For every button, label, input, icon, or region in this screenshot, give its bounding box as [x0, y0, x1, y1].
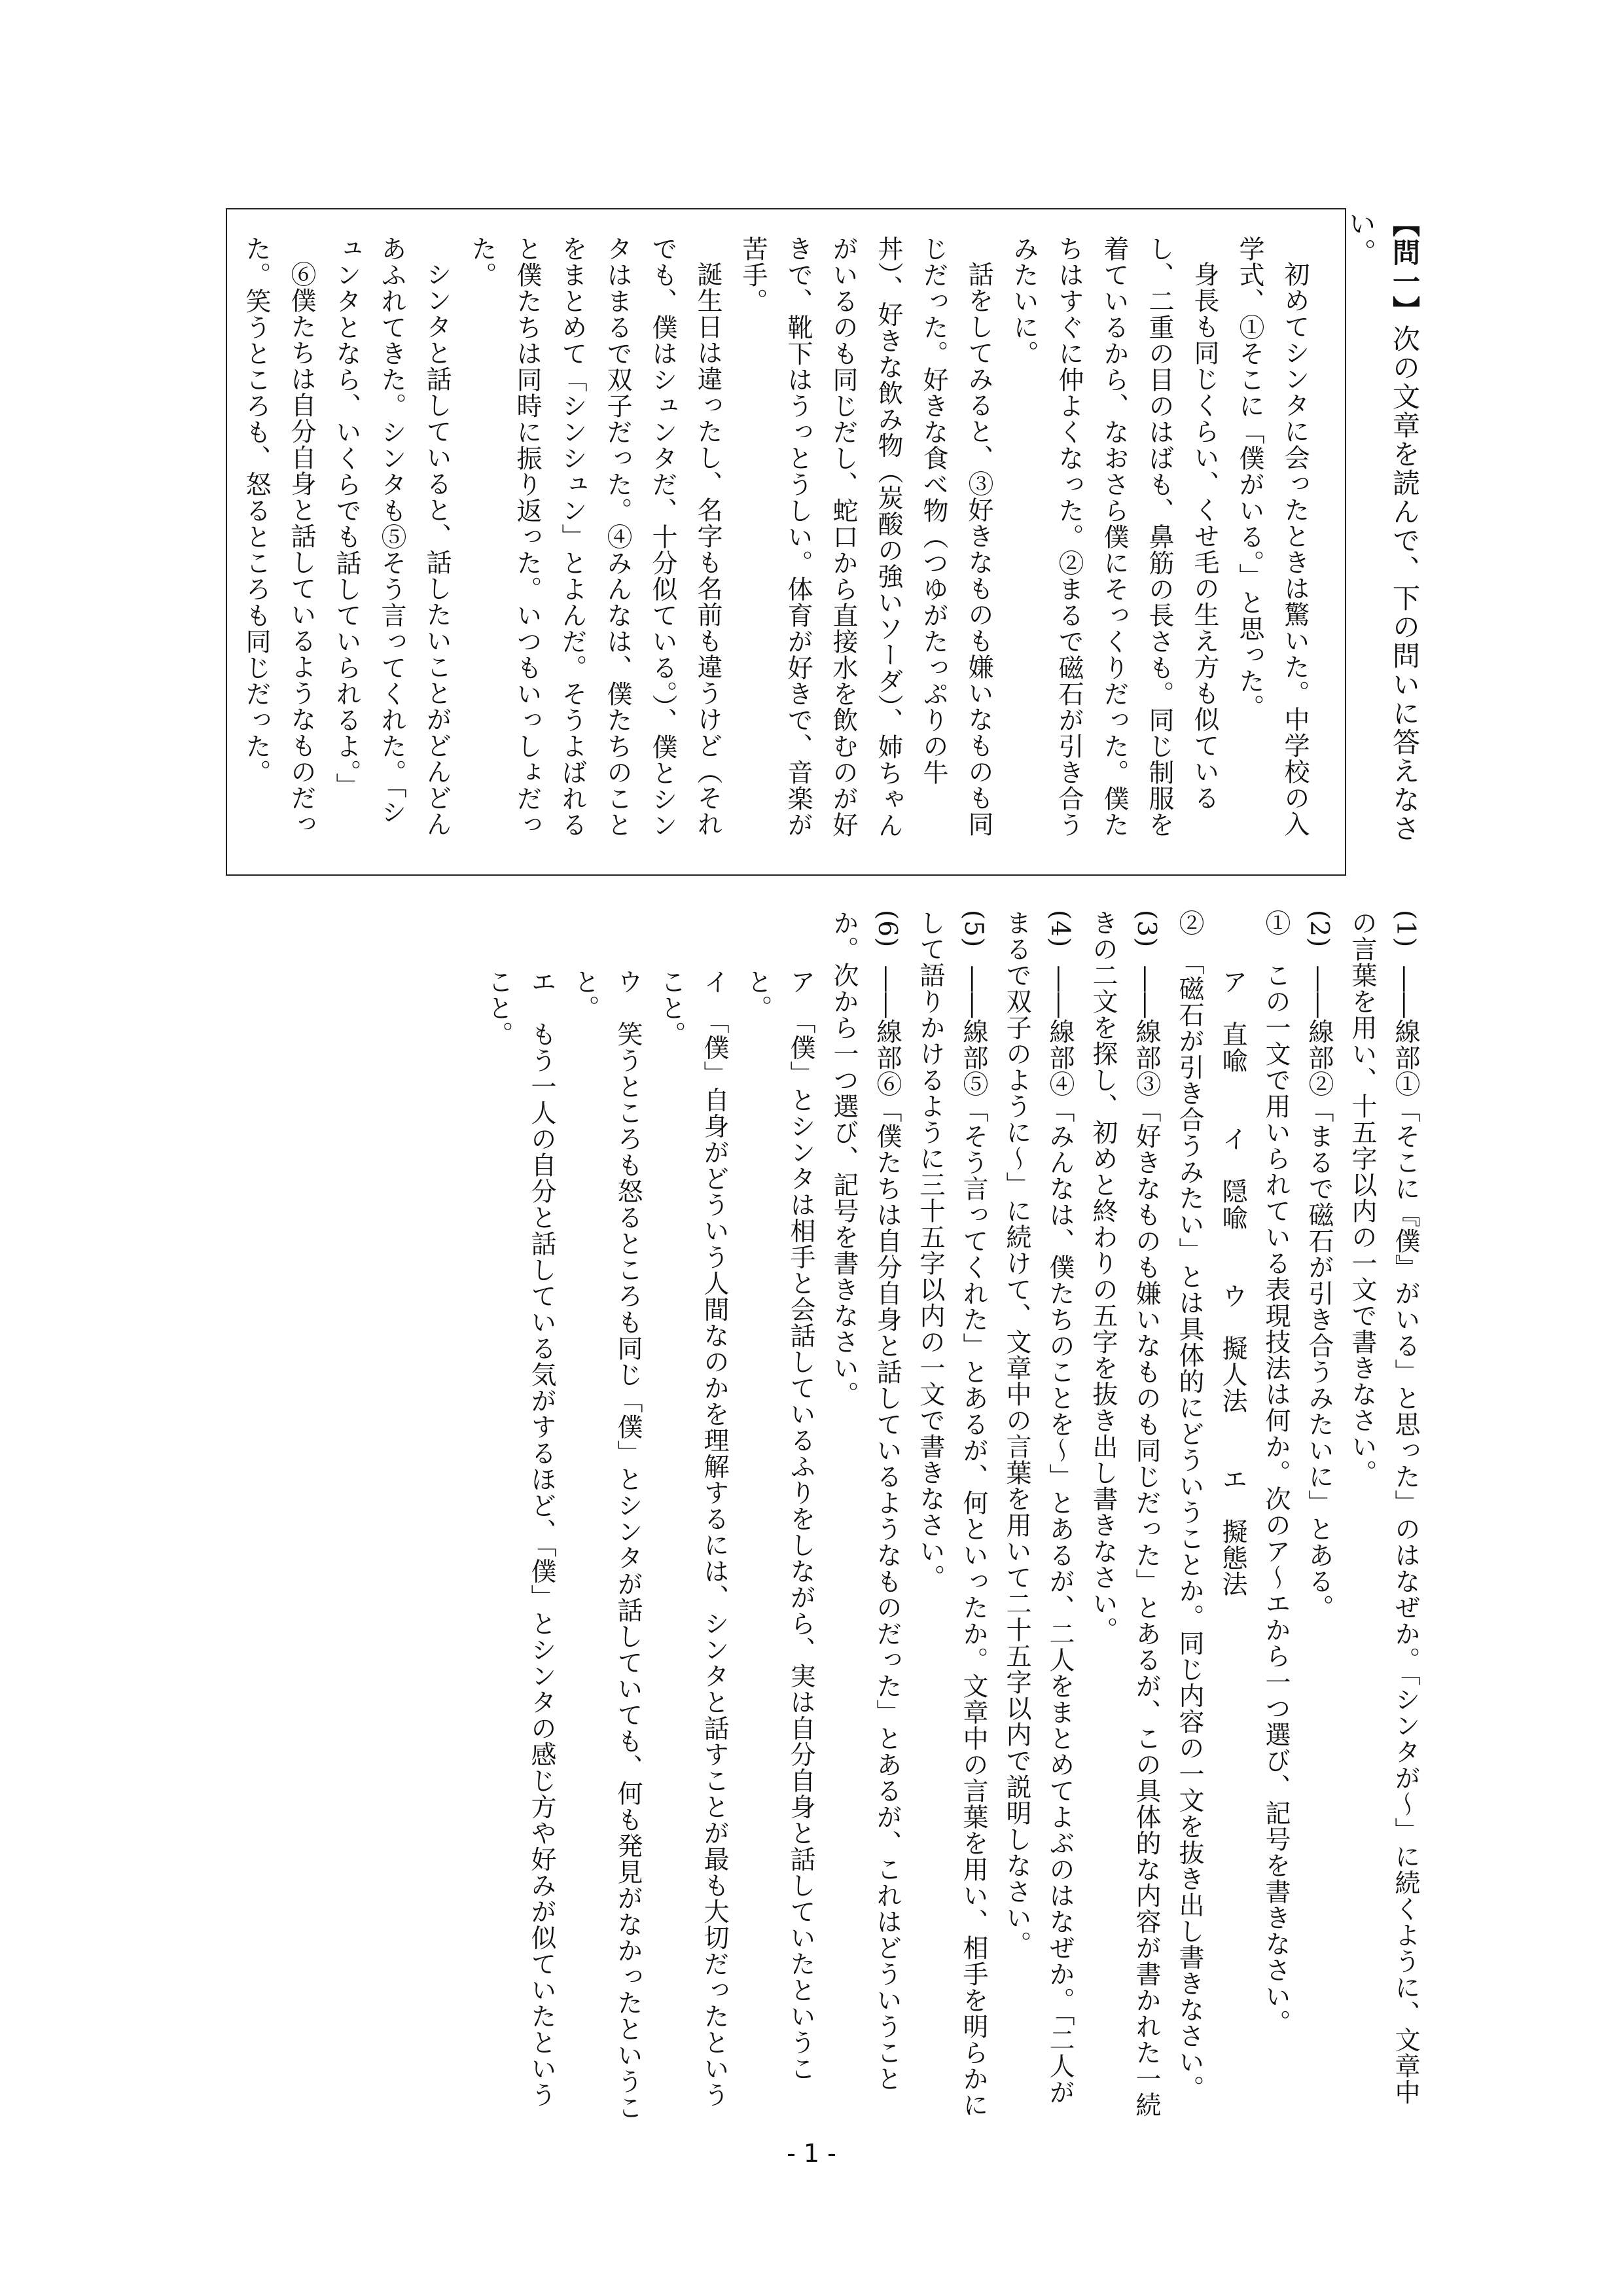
passage-paragraph: シンタと話していると、話したいことがどんどんあふれてきた。シンタも⑤そう言ってくれた。「シュンタとなら、いくらでも話していられるよ。」 — [332, 236, 452, 837]
choice-line: ア 直喩 イ 隠喩 ウ 擬人法 エ 擬態法 — [1218, 969, 1247, 1597]
question-number: (5) — [959, 910, 988, 948]
question-5 — [908, 910, 995, 2121]
question-heading — [1339, 209, 1427, 897]
question-label: 【問一】 — [1389, 209, 1421, 325]
passage-paragraph: ⑥僕たちは自分自身と話しているようなものだった。笑うところも、怒るところも同じだった。 — [241, 236, 316, 837]
passage-paragraph: 身長も同じくらい、くせ毛の生え方も似ているし、二重の目のはばも、鼻筋の長さも。同じ制服を着ているから、なおさら僕にそっくりだった。僕たちはすぐに仲よくなった。②まるで磁石が引き合うみたいに。 — [1009, 236, 1219, 838]
question-text: ――線部⑤「そう言ってくれた」とあるが、何といったか。文章中の言葉を用い、相手を明らかにして語りかけるように三十五字以内の一文で書きなさい。 — [916, 910, 988, 2119]
page-number: - 1 - — [787, 2139, 836, 2168]
passage-text — [234, 236, 1317, 848]
choice-a: ア 「僕」とシンタは相手と会話しているふりをしながら、実は自分自身と話していたということ。 — [743, 969, 815, 2082]
question-6-choices — [476, 910, 822, 2121]
question-number: (1) — [1391, 910, 1420, 948]
question-3 — [1081, 910, 1168, 2121]
sub-question: ② 「磁石が引き合うみたい」とは具体的にどういうことか。同じ内容の一文を抜き出し書きなさい。 — [1175, 910, 1204, 2102]
choice-e: エ もう一人の自分と話している気がするほど、「僕」とシンタの感じ方や好みが似ていたということ。 — [484, 969, 556, 2108]
question-2-sub — [1168, 910, 1297, 2121]
question-instruction: 次の文章を読んで、下の問いに答えなさい。 — [1344, 209, 1421, 843]
sub-question: ① この一文で用いられている表現技法は何か。次のア～エから一つ選び、記号を書きなさい。 — [1261, 910, 1291, 2036]
choice-i: イ 「僕」自身がどういう人間なのかを理解するには、シンタと話すことが最も大切だったということ。 — [656, 969, 729, 2108]
choice-u: ウ 笑うところも怒るところも同じ「僕」とシンタが話していても、何も発見がなかったということ。 — [570, 969, 643, 2121]
passage-paragraph: 初めてシンタに会ったときは驚いた。中学校の入学式、①そこに「僕がいる。」と思った。 — [1235, 236, 1310, 837]
question-number: (3) — [1132, 910, 1161, 948]
passage-paragraph: 話をしてみると、③好きなものも嫌いなものも同じだった。好きな食べ物（つゆがたっぷりの牛丼）、好きな飲み物（炭酸の強いソーダ）、姉ちゃんがいるのも同じだし、蛇口から直接水を飲むのが好きで、靴下はうっとうしい。体育が好きで、音楽が苦手。 — [738, 236, 993, 838]
question-1 — [1340, 910, 1427, 2121]
passage-paragraph: 誕生日は違ったし、名字も名前も違うけど（それでも、僕はシュンタだ、十分似ている。）、僕とシンタはまるで双子だった。④みんなは、僕たちのことをまとめて「シンシュン」とよんだ。そうよばれると僕たちは同時に振り返った。いつもいっしょだった。 — [467, 236, 722, 838]
question-2 — [1297, 910, 1340, 2121]
question-number: (2) — [1304, 910, 1334, 948]
passage-box — [226, 208, 1346, 876]
question-number: (6) — [872, 910, 902, 948]
question-6 — [822, 910, 908, 2121]
question-text: ――線部④「みんなは、僕たちのことを～」とあるが、二人をまとめてよぶのはなぜか。「二人がまるで双子のように～」に続けて、文章中の言葉を用いて二十五字以内で説明しなさい。 — [1002, 910, 1075, 2106]
questions-list — [476, 910, 1427, 2121]
question-number: (4) — [1045, 910, 1075, 948]
question-text: ――線部③「好きなものも嫌いなものも同じだった」とあるが、この具体的な内容が書かれた一続きの二文を探し、初めと終わりの五字を抜き出し書きなさい。 — [1088, 910, 1161, 2119]
question-4 — [995, 910, 1081, 2121]
question-text: ――線部⑥「僕たちは自分自身と話しているようなものだった」とあるが、これはどういうことか。次から一つ選び、記号を書きなさい。 — [829, 910, 902, 2092]
question-text: ――線部②「まるで磁石が引き合うみたいに」とある。 — [1304, 966, 1334, 1621]
question-text: ――線部①「そこに『僕』がいる」と思った」のはなぜか。「シンタが～」に続くように、文章中の言葉を用い、十五字以内の一文で書きなさい。 — [1347, 910, 1420, 2106]
